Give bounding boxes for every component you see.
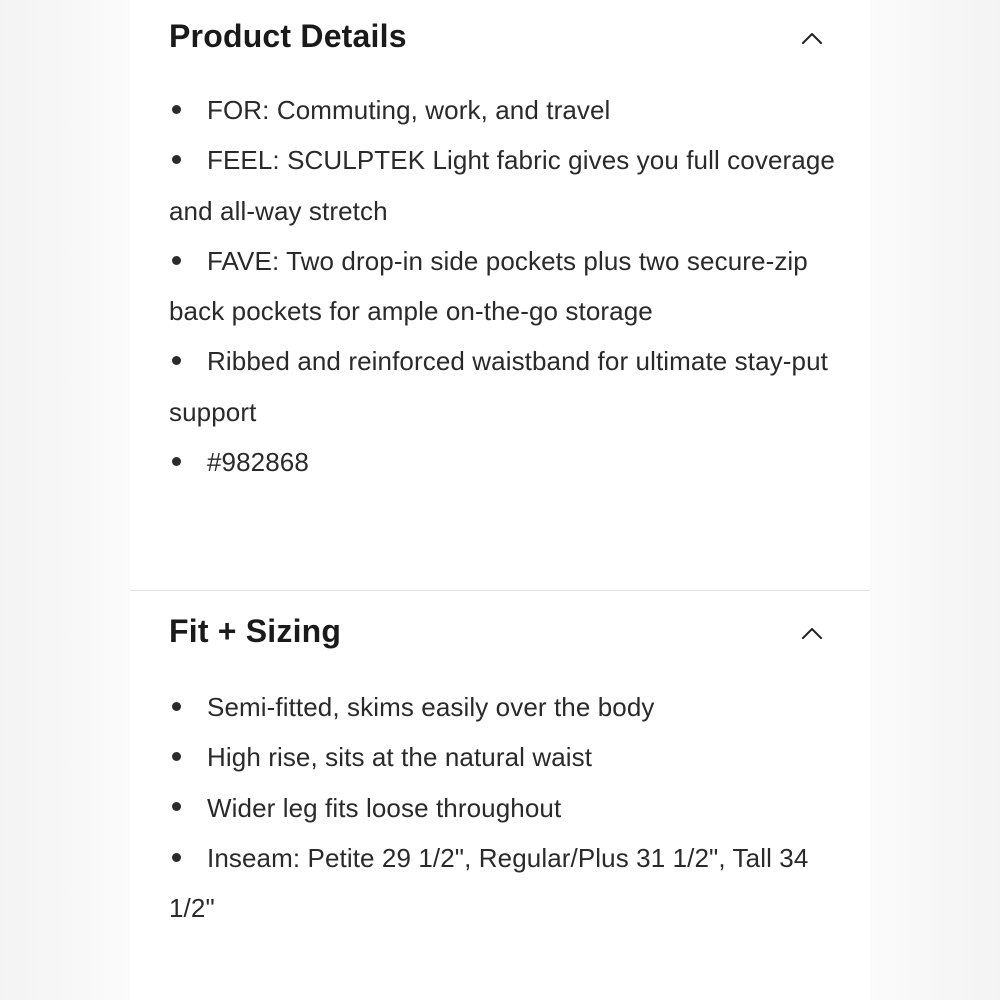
- fit-sizing-list: [169, 682, 849, 933]
- product-info-panel: [130, 0, 870, 1000]
- list-item-text: Semi-fitted, skims easily over the body: [207, 692, 655, 722]
- list-item: [169, 336, 849, 437]
- bullet-icon: [172, 802, 181, 811]
- fit-sizing-header[interactable]: [130, 595, 870, 671]
- product-details-section: [130, 0, 870, 590]
- list-item: [169, 236, 849, 337]
- list-item-text: Wider leg fits loose throughout: [207, 792, 562, 823]
- list-item-text: FOR: Commuting, work, and travel: [207, 95, 611, 125]
- bullet-icon: [172, 356, 181, 365]
- list-item-text: FAVE: Two drop-in side pockets plus two secure-zip back pockets for ample on-the-go storage: [169, 245, 808, 327]
- list-item: [169, 135, 849, 236]
- list-item: [169, 682, 849, 732]
- list-item-text: High rise, sits at the natural waist: [207, 742, 593, 773]
- chevron-up-icon[interactable]: [800, 26, 824, 50]
- list-item: [169, 732, 849, 782]
- list-item: [169, 437, 849, 487]
- list-item: [169, 783, 849, 833]
- bullet-icon: [172, 752, 181, 761]
- list-item-text: Ribbed and reinforced waistband for ultimate stay-put support: [169, 346, 828, 427]
- product-details-title: Product Details: [169, 18, 407, 54]
- bullet-icon: [172, 155, 181, 164]
- chevron-up-icon[interactable]: [800, 621, 824, 645]
- bullet-icon: [172, 256, 181, 265]
- product-details-list: [169, 85, 849, 487]
- bullet-icon: [172, 105, 181, 114]
- list-item-text: Inseam: Petite 29 1/2", Regular/Plus 31 1/2", Tall 34 1/2": [169, 842, 809, 924]
- list-item-text: #982868: [207, 447, 309, 478]
- list-item: [169, 85, 849, 135]
- bullet-icon: [172, 702, 181, 711]
- bullet-icon: [172, 457, 181, 466]
- product-details-header[interactable]: [130, 0, 870, 76]
- list-item: [169, 833, 849, 934]
- list-item-text: FEEL: SCULPTEK Light fabric gives you full coverage and all-way stretch: [169, 145, 835, 226]
- fit-sizing-title: Fit + Sizing: [169, 613, 342, 649]
- fit-sizing-section: [130, 590, 870, 1000]
- bullet-icon: [172, 853, 181, 862]
